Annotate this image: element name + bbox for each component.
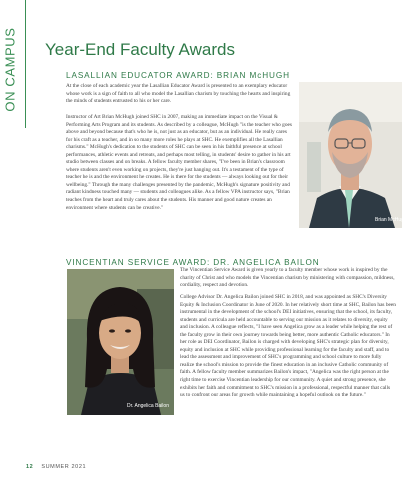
section-rule bbox=[25, 0, 26, 128]
award1-intro: At the close of each academic year the Lasallian Educator Award is presented to an exemplary educator whose work is a sign of faith to all who model the Lasallian charism by touching the hearts and inspiring the minds of students entrusted to his or her care. bbox=[66, 83, 291, 105]
portrait-illustration bbox=[67, 269, 174, 415]
page-number: 12 bbox=[26, 464, 34, 470]
award2-heading: VINCENTIAN SERVICE AWARD: DR. ANGELICA BAILON bbox=[66, 258, 320, 267]
portrait-illustration bbox=[299, 82, 402, 228]
angelica-bailon-photo bbox=[67, 269, 174, 415]
section-label-text: ON CAMPUS bbox=[2, 27, 18, 112]
page-footer bbox=[26, 464, 86, 470]
award2-intro: The Vincentian Service Award is given yearly to a faculty member whose work is inspired by the charity of Christ and who models the Vincentian charism by ministering with compassion, mildness, cordiality, respect and devotion. bbox=[180, 267, 395, 289]
award2-body: College Advisor Dr. Angelica Bailon joined SHC in 2018, and was appointed as SHC's Diversity Equity & Inclusion Coordinator in June of 2020. In her relatively short time at SHC, Bailon has been instrumental in the development of the school's DEI initiatives, ensuring that the school, its faculty, students and curricula are held accountable to serving our mission as it relates to diversity, equity and inclusion. A colleague reflects, "I have seen Angelica grow as a leader while helping the rest of the faculty grow in their own journey towards being better, more authentic Catholic educators." In her role as DEI Coordinator, Bailon is charged with developing SHC's strategic plan for diversity, equity and inclusion at SHC while providing professional learning for the faculty and staff, and to lead the assessment and improvement of SHC's programming and school culture to more fully realize the school's mission to provide the finest education in an inclusive Catholic community of faith. A fellow faculty member summarizes Bailon's impact, "Angelica was the right person at the right time to exercise Vincentian leadership for our community. A quiet and strong presence, she exhibits her faith and commitment to SHC's mission in a professional, respectful manner that calls us to confront our areas for growth while maintaining a hopeful outlook on the future." bbox=[180, 294, 396, 399]
award1-body: Instructor of Art Brian McHugh joined SHC in 2007, making an immediate impact on the Visual & Performing Arts Program and its students. As described by a colleague, McHugh "is the teacher who goes above and beyond because that's who he is, not just as an educator, but as an individual. He really cares for his craft as a teacher, and in so many more roles he plays at SHC. He exemplifies all the Lasallian charisms." McHugh's dedication to the students of SHC can be seen in his faithful presence at school performances, athletic events and retreats, and perhaps most telling, in students' desire to gather in his art studio between classes and on breaks. A fellow faculty member shares, "I've been in Brian's classroom where students aren't even working on projects, they're just hanging out. It's a testament of the type of teacher he is and the environment he creates. He is there for the students — always looking out for their wellbeing." Through the many challenges presented by the pandemic, McHugh's signature positivity and radiant kindness touched many — students and colleagues alike. As a fellow VPA instructor says, "Brian teaches from the heart and truly cares about the students. His manner and good nature creates an environment where students can be creative." bbox=[66, 114, 292, 211]
section-label bbox=[3, 14, 17, 124]
brian-mchugh-photo bbox=[299, 82, 407, 228]
photo-caption: Dr. Angelica Bailon bbox=[127, 403, 169, 409]
page-title: Year-End Faculty Awards bbox=[45, 40, 235, 59]
photo-caption: Brian McHugh bbox=[375, 217, 407, 223]
issue-label: SUMMER 2021 bbox=[41, 464, 87, 470]
award1-heading: LASALLIAN EDUCATOR AWARD: BRIAN McHUGH bbox=[66, 71, 290, 80]
